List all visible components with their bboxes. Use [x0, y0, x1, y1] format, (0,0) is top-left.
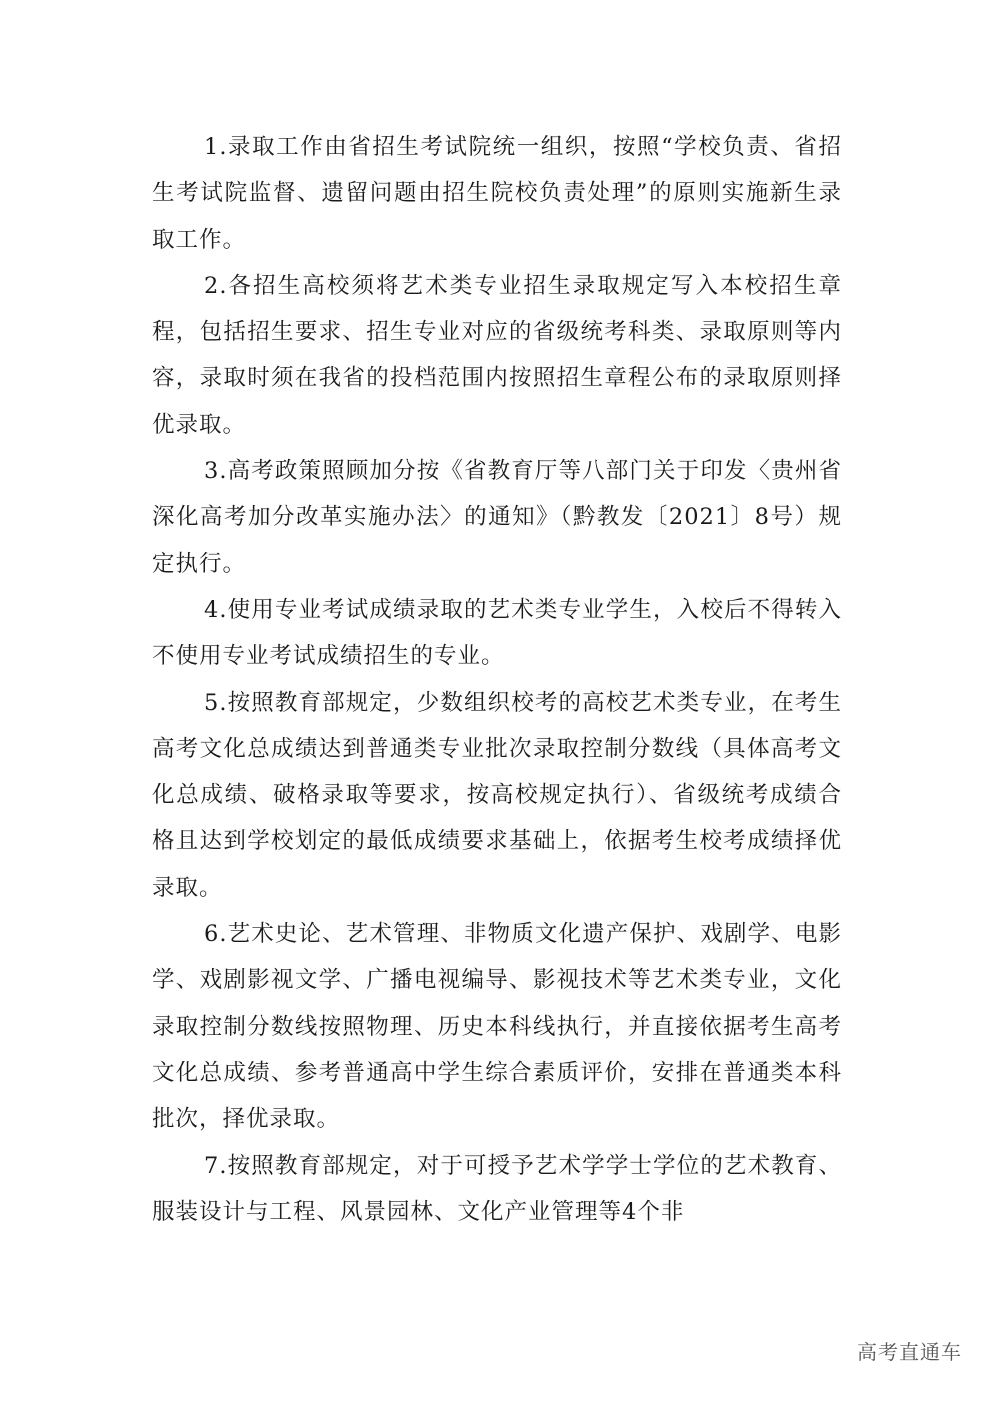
watermark: 高考直通车: [857, 1340, 962, 1364]
paragraph-7: 7.按照教育部规定，对于可授予艺术学学士学位的艺术教育、服装设计与工程、风景园林、文化产业管理等4个非: [152, 1152, 842, 1225]
paragraph-3: 3.高考政策照顾加分按《省教育厅等八部门关于印发〈贵州省深化高考加分改革实施办法〉的通知》（黔教发〔2021〕8号）规定执行。: [152, 458, 842, 577]
paragraph-5: 5.按照教育部规定，少数组织校考的高校艺术类专业，在考生高考文化总成绩达到普通类专业批次录取控制分数线（具体高考文化总成绩、破格录取等要求，按高校规定执行）、省级统考成绩合格且达到学校划定的最低成绩要求基础上，依据考生校考成绩择优录取。: [152, 689, 842, 901]
paragraph-6: 6.艺术史论、艺术管理、非物质文化遗产保护、戏剧学、电影学、戏剧影视文学、广播电视编导、影视技术等艺术类专业，文化录取控制分数线按照物理、历史本科线执行，并直接依据考生高考文化总成绩、参考普通高中学生综合素质评价，安排在普通类本科批次，择优录取。: [152, 921, 842, 1133]
paragraph-4: 4.使用专业考试成绩录取的艺术类专业学生，入校后不得转入不使用专业考试成绩招生的专业。: [152, 596, 842, 670]
paragraph-1: 1.录取工作由省招生考试院统一组织，按照“学校负责、省招生考试院监督、遗留问题由招生院校负责处理”的原则实施新生录取工作。: [152, 134, 842, 253]
paragraph-2: 2.各招生高校须将艺术类专业招生录取规定写入本校招生章程，包括招生要求、招生专业对应的省级统考科类、录取原则等内容，录取时须在我省的投档范围内按照招生章程公布的录取原则择优录取。: [152, 272, 842, 438]
document-body: [152, 124, 842, 1235]
